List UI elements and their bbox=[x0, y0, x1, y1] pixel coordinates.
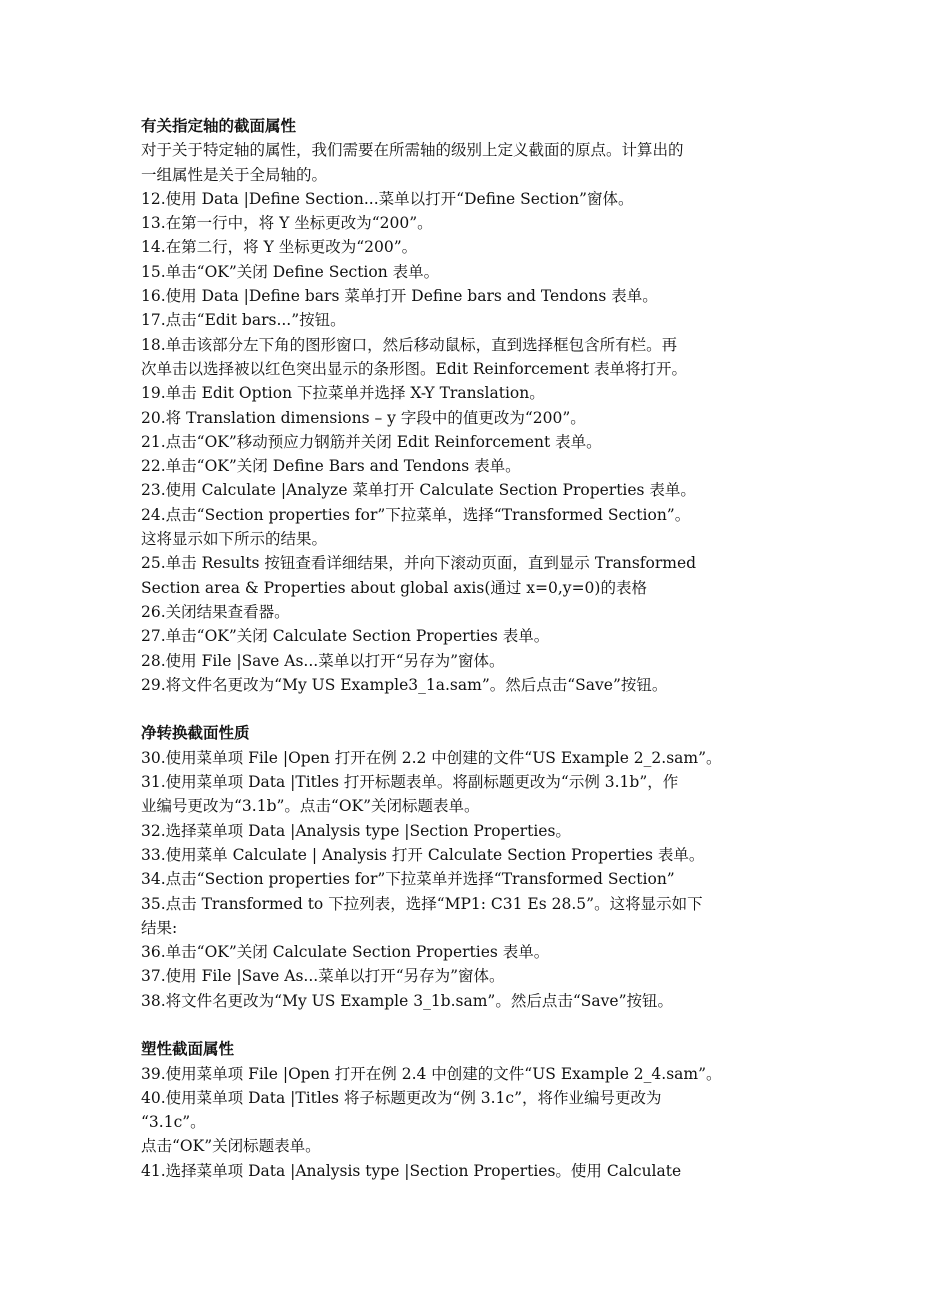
step-20: 20.将 Translation dimensions – y 字段中的值更改为“200”。 bbox=[141, 408, 586, 427]
section-heading: 净转换截面性质 bbox=[141, 724, 250, 743]
section-heading: 有关指定轴的截面属性 bbox=[141, 117, 297, 135]
step-30: 30.使用菜单项 File |Open 打开在例 2.2 中创建的文件“US Example 2_2.sam”。 bbox=[141, 748, 722, 767]
step-14: 14.在第二行，将 Y 坐标更改为“200”。 bbox=[141, 238, 418, 257]
paragraph-line: 对于关于特定轴的属性，我们需要在所需轴的级别上定义截面的原点。计算出的 bbox=[141, 141, 684, 160]
step-41: 41.选择菜单项 Data |Analysis type |Section Properties。使用 Calculate bbox=[141, 1161, 682, 1180]
step-31: 31.使用菜单项 Data |Titles 打开标题表单。将副标题更改为“示例 3.1b”，作 bbox=[141, 773, 679, 792]
step-16: 16.使用 Data |Define bars 菜单打开 Define bars and Tendons 表单。 bbox=[141, 287, 658, 306]
step-22: 22.单击“OK”关闭 Define Bars and Tendons 表单。 bbox=[141, 457, 521, 476]
step-37: 37.使用 File |Save As...菜单以打开“另存为”窗体。 bbox=[141, 967, 505, 986]
section-axis-properties bbox=[141, 114, 791, 697]
step-15: 15.单击“OK”关闭 Define Section 表单。 bbox=[141, 262, 440, 281]
step-27: 27.单击“OK”关闭 Calculate Section Properties 表单。 bbox=[141, 627, 550, 646]
step-21: 21.点击“OK”移动预应力钢筋并关闭 Edit Reinforcement 表单。 bbox=[141, 432, 602, 451]
step-24: 24.点击“Section properties for”下拉菜单，选择“Transformed Section”。 bbox=[141, 505, 691, 524]
step-40-cont: “3.1c”。 bbox=[141, 1113, 206, 1132]
step-23: 23.使用 Calculate |Analyze 菜单打开 Calculate Section Properties 表单。 bbox=[141, 481, 696, 500]
step-35-cont: 结果: bbox=[141, 918, 178, 937]
step-12: 12.使用 Data |Define Section...菜单以打开“Define Section”窗体。 bbox=[141, 189, 634, 208]
step-19: 19.单击 Edit Option 下拉菜单并选择 X-Y Translation。 bbox=[141, 384, 545, 403]
step-40: 40.使用菜单项 Data |Titles 将子标题更改为“例 3.1c”，将作业编号更改为 bbox=[141, 1088, 662, 1107]
step-35: 35.点击 Transformed to 下拉列表，选择“MP1: C31 Es 28.5”。这将显示如下 bbox=[141, 894, 703, 913]
section-heading: 塑性截面属性 bbox=[141, 1040, 235, 1059]
step-38: 38.将文件名更改为“My US Example 3_1b.sam”。然后点击“Save”按钮。 bbox=[141, 991, 673, 1010]
step-18: 18.单击该部分左下角的图形窗口，然后移动鼠标，直到选择框包含所有栏。再 bbox=[141, 335, 678, 354]
step-25: 25.单击 Results 按钮查看详细结果，并向下滚动页面，直到显示 Transformed bbox=[141, 554, 697, 573]
step-32: 32.选择菜单项 Data |Analysis type |Section Properties。 bbox=[141, 821, 571, 840]
section-plastic-properties bbox=[141, 1037, 791, 1183]
paragraph-line: 点击“OK”关闭标题表单。 bbox=[141, 1137, 321, 1156]
step-26: 26.关闭结果查看器。 bbox=[141, 602, 290, 621]
step-24-cont: 这将显示如下所示的结果。 bbox=[141, 530, 328, 549]
step-29: 29.将文件名更改为“My US Example3_1a.sam”。然后点击“Save”按钮。 bbox=[141, 675, 668, 694]
step-31-cont: 业编号更改为“3.1b”。点击“OK”关闭标题表单。 bbox=[141, 797, 480, 816]
step-13: 13.在第一行中，将 Y 坐标更改为“200”。 bbox=[141, 214, 433, 233]
step-25-cont: Section area & Properties about global axis(通过 x=0,y=0)的表格 bbox=[141, 578, 647, 597]
step-17: 17.点击“Edit bars...”按钮。 bbox=[141, 311, 346, 330]
section-net-transformed bbox=[141, 721, 791, 1013]
step-33: 33.使用菜单 Calculate | Analysis 打开 Calculate Section Properties 表单。 bbox=[141, 845, 705, 864]
document-body bbox=[141, 114, 791, 1183]
step-18-cont: 次单击以选择被以红色突出显示的条形图。Edit Reinforcement 表单将打开。 bbox=[141, 359, 687, 378]
step-28: 28.使用 File |Save As...菜单以打开“另存为”窗体。 bbox=[141, 651, 505, 670]
paragraph-line: 一组属性是关于全局轴的。 bbox=[141, 165, 328, 184]
step-39: 39.使用菜单项 File |Open 打开在例 2.4 中创建的文件“US Example 2_4.sam”。 bbox=[141, 1064, 722, 1083]
step-36: 36.单击“OK”关闭 Calculate Section Properties 表单。 bbox=[141, 943, 550, 962]
step-34: 34.点击“Section properties for”下拉菜单并选择“Transformed Section” bbox=[141, 870, 675, 889]
